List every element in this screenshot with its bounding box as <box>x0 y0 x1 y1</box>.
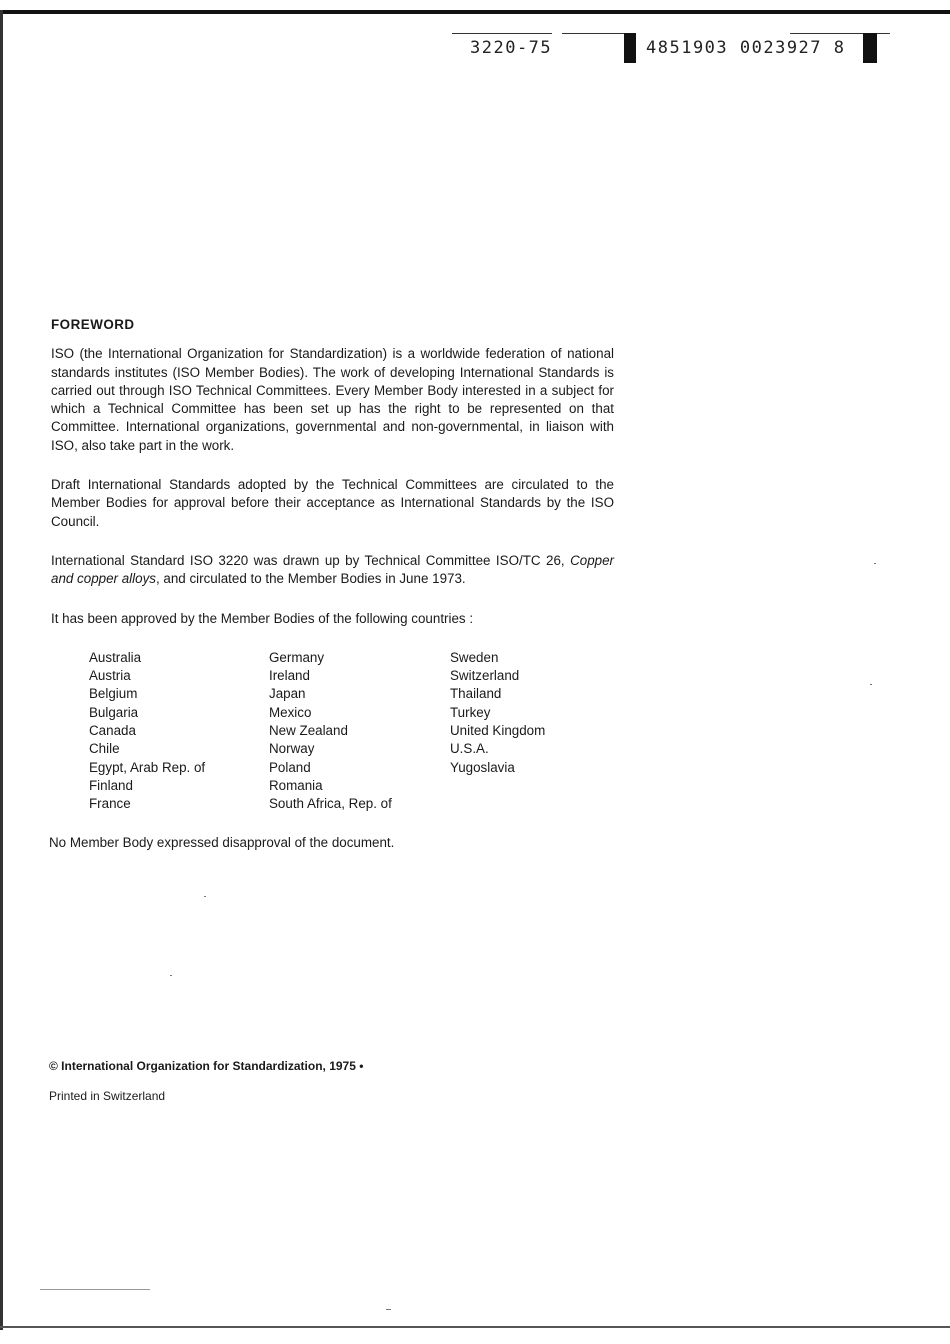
country-item: Ireland <box>269 668 310 684</box>
country-list <box>89 649 614 814</box>
scan-bottom-border <box>0 1326 950 1328</box>
foreword-paragraph-4: It has been approved by the Member Bodies of the following countries : <box>51 610 474 626</box>
document-number: 3220-75 <box>470 38 553 58</box>
country-item: Yugoslavia <box>450 759 515 775</box>
country-item: Finland <box>89 777 133 793</box>
country-item: Australia <box>89 649 142 665</box>
barcode-number: 4851903 0023927 8 <box>646 38 846 58</box>
country-item: Sweden <box>450 649 499 665</box>
copyright-notice: © International Organization for Standardization, 1975 • <box>49 1059 364 1073</box>
foreword-title: FOREWORD <box>51 317 135 332</box>
country-item: Canada <box>89 723 136 739</box>
country-item: Belgium <box>89 686 138 702</box>
country-item: Turkey <box>450 704 491 720</box>
country-column-3 <box>450 649 610 814</box>
country-column-1 <box>89 649 269 814</box>
country-item: United Kingdom <box>450 723 546 739</box>
country-item: Thailand <box>450 686 502 702</box>
country-item: Poland <box>269 759 311 775</box>
country-item: Bulgaria <box>89 704 139 720</box>
scan-left-border <box>0 10 3 1330</box>
country-column-2 <box>269 649 450 814</box>
foreword-section <box>51 316 614 873</box>
header-rule-mid <box>562 33 626 34</box>
header-rule-left <box>452 33 552 34</box>
printed-in-note: Printed in Switzerland <box>49 1089 166 1103</box>
scan-speck <box>40 1289 150 1290</box>
foreword-paragraph-1: ISO (the International Organization for Standardization) is a worldwide federation of national standards institutes (ISO Member Bodies). The work of developing International Standards is carried out through ISO Technical Committees. Every Member Body interested in a subject for which a Technical Committee has been set up has the right to be represented on that Committee. International organizations, governmental and non-governmental, in liaison with ISO, also take part in the work. <box>51 346 614 453</box>
paragraph-3-after: , and circulated to the Member Bodies in June 1973. <box>155 571 466 587</box>
paragraph-3-before: International Standard ISO 3220 was drawn up by Technical Committee ISO/TC 26, <box>51 552 571 568</box>
committee-title: Copper and copper alloys <box>51 552 614 587</box>
country-item: Japan <box>269 686 306 702</box>
scan-top-border <box>0 10 950 14</box>
country-item: U.S.A. <box>450 741 489 757</box>
foreword-closing: No Member Body expressed disapproval of the document. <box>49 834 395 850</box>
country-item: New Zealand <box>269 723 348 739</box>
country-item: Chile <box>89 741 120 757</box>
scan-speck <box>170 975 172 976</box>
country-item: Romania <box>269 777 323 793</box>
country-item: Germany <box>269 649 325 665</box>
scan-speck <box>870 684 872 685</box>
barcode-bar-left <box>624 33 636 63</box>
scan-speck <box>874 563 876 564</box>
scan-speck <box>204 896 206 897</box>
country-item: South Africa, Rep. of <box>269 796 392 812</box>
foreword-paragraph-3 <box>51 552 614 589</box>
country-item: France <box>89 796 131 812</box>
scan-speck <box>386 1309 391 1310</box>
foreword-paragraph-2: Draft International Standards adopted by the Technical Committees are circulated to the Member Bodies for approval before their acceptance as International Standards by the ISO Council. <box>51 477 614 529</box>
country-item: Austria <box>89 668 131 684</box>
country-item: Egypt, Arab Rep. of <box>89 759 206 775</box>
country-item: Norway <box>269 741 315 757</box>
barcode-bar-right <box>863 33 877 63</box>
country-item: Mexico <box>269 704 312 720</box>
country-item: Switzerland <box>450 668 520 684</box>
